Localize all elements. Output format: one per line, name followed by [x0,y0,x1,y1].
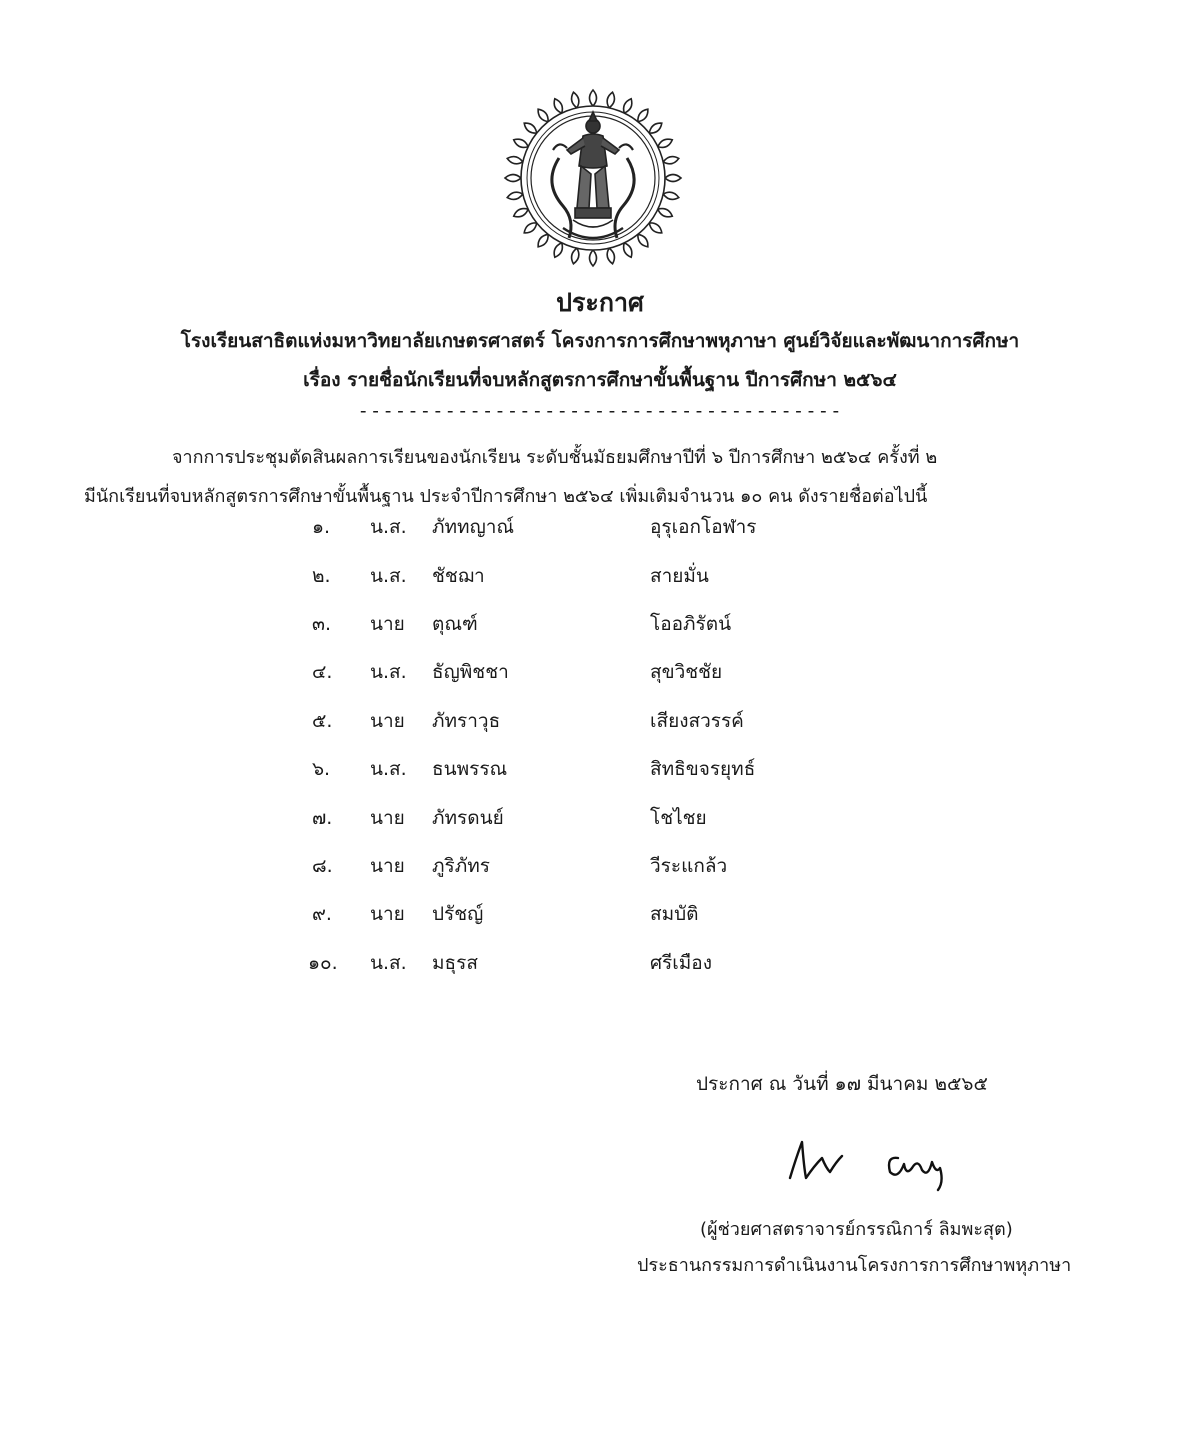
announcement-date: ประกาศ ณ วันที่ ๑๗ มีนาคม ๒๕๖๕ [696,1073,988,1095]
list-item [0,512,1200,546]
student-title: นาย [370,807,405,829]
student-first-name: ภูริภัทร [432,855,490,877]
student-last-name: สายมั่น [650,565,709,587]
signer-position: ประธานกรรมการดำเนินงานโครงการการศึกษาพหุภาษา [637,1255,1072,1276]
student-last-name: สมบัติ [650,903,699,925]
student-first-name: ธนพรรณ [432,758,508,780]
student-last-name: อุรุเอกโอฬาร [650,516,757,538]
list-item [0,803,1200,837]
student-number: ๕. [312,710,333,732]
student-title: นาย [370,710,405,732]
emblem-petal [505,175,521,182]
student-title: น.ส. [370,952,407,974]
emblem-petal [506,191,523,201]
student-title: นาย [370,613,405,635]
list-item [0,754,1200,788]
intro-paragraph-line-1: จากการประชุมตัดสินผลการเรียนของนักเรียน ระดับชั้นมัธยมศึกษาปีที่ ๖ ปีการศึกษา ๒๕๖๔ ครั้งที่ ๒ [172,447,938,468]
list-item [0,561,1200,595]
student-first-name: ปรัชญ์ [432,903,484,925]
student-last-name: ศรีเมือง [650,952,712,974]
emblem-petal [662,155,679,165]
emblem-petal [590,90,597,106]
emblem-petal [662,191,679,201]
student-number: ๔. [312,661,333,683]
student-title: น.ส. [370,516,407,538]
student-title: นาย [370,903,405,925]
student-last-name: เสียงสวรรค์ [650,710,744,732]
student-first-name: มธุรส [432,952,478,974]
student-title: น.ส. [370,758,407,780]
school-emblem-icon [503,88,683,268]
organization-name: โรงเรียนสาธิตแห่งมหาวิทยาลัยเกษตรศาสตร์ โครงการการศึกษาพหุภาษา ศูนย์วิจัยและพัฒนาการศึกษา [180,330,1020,352]
announcement-subject: เรื่อง รายชื่อนักเรียนที่จบหลักสูตรการศึกษาขั้นพื้นฐาน ปีการศึกษา ๒๕๖๔ [303,369,897,391]
list-item [0,609,1200,643]
student-first-name: ภัทรดนย์ [432,807,504,829]
signature-icon [780,1128,960,1200]
emblem-petal [665,175,681,182]
student-first-name: ตุณฑ์ [432,613,478,635]
student-last-name: สุขวิชชัย [650,661,723,683]
emblem-petal [606,247,616,264]
student-last-name: โชไชย [650,807,707,829]
student-title: น.ส. [370,565,407,587]
emblem-petal [570,91,580,108]
student-number: ๑๐. [308,952,338,974]
list-item [0,657,1200,691]
student-number: ๖. [312,758,331,780]
student-first-name: ภัททญาณ์ [432,516,515,538]
emblem-petal [590,250,597,266]
emblem-petal [570,247,580,264]
intro-paragraph-line-2: มีนักเรียนที่จบหลักสูตรการศึกษาขั้นพื้นฐาน ประจำปีการศึกษา ๒๕๖๔ เพิ่มเติมจำนวน ๑๐ คน ดังรายชื่อต่อไปนี้ [84,486,928,507]
separator-line: --------------------------------------- [357,400,843,422]
emblem-petal [606,91,616,108]
page-title: ประกาศ [556,288,644,317]
list-item [0,899,1200,933]
emblem-petal [506,155,523,165]
student-first-name: ภัทราวุธ [432,710,501,732]
list-item [0,948,1200,982]
list-item [0,851,1200,885]
student-last-name: สิทธิขจรยุทธ์ [650,758,756,780]
student-number: ๙. [312,903,332,925]
student-title: นาย [370,855,405,877]
list-item [0,706,1200,740]
student-number: ๗. [312,807,333,829]
student-title: น.ส. [370,661,407,683]
student-number: ๑. [312,516,331,538]
student-number: ๒. [312,565,331,587]
student-last-name: วีระแกล้ว [650,855,728,877]
student-first-name: ชัชฌา [432,565,485,587]
student-number: ๘. [312,855,333,877]
signer-name: (ผู้ช่วยศาสตราจารย์กรรณิการ์ ลิมพะสุต) [700,1219,1013,1240]
student-first-name: ธัญพิชชา [432,661,509,683]
student-last-name: โออภิรัตน์ [650,613,732,635]
student-number: ๓. [312,613,332,635]
